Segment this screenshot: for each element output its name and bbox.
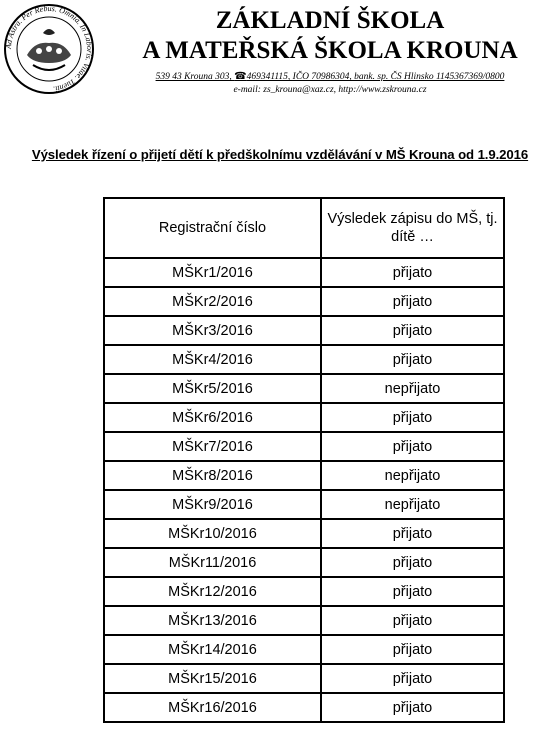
table-row <box>104 374 504 403</box>
result-cell: nepřijato <box>321 374 504 403</box>
document-heading: Výsledek řízení o přijetí dětí k předškolnímu vzdělávání v MŠ Krouna od 1.9.2016 <box>31 147 529 162</box>
result-cell: přijato <box>321 316 504 345</box>
address-text: 539 43 Krouna 303, <box>155 72 235 82</box>
table-row <box>104 258 504 287</box>
table-row <box>104 635 504 664</box>
result-cell: přijato <box>321 345 504 374</box>
result-cell: přijato <box>321 519 504 548</box>
registration-number-cell: MŠKr12/2016 <box>104 577 321 606</box>
telephone-icon: ☎ <box>234 71 247 82</box>
table-row <box>104 287 504 316</box>
registration-number-cell: MŠKr6/2016 <box>104 403 321 432</box>
result-cell: přijato <box>321 403 504 432</box>
table-row <box>104 693 504 722</box>
phone-and-bank-text: 469341115, IČO 70986304, bank. sp. ČS Hlinsko 1145367369/0800 <box>246 72 505 82</box>
school-name <box>100 6 560 66</box>
registration-number-cell: MŠKr11/2016 <box>104 548 321 577</box>
result-cell: přijato <box>321 287 504 316</box>
registration-number-cell: MŠKr1/2016 <box>104 258 321 287</box>
table-row <box>104 403 504 432</box>
registration-number-cell: MŠKr14/2016 <box>104 635 321 664</box>
table-row <box>104 461 504 490</box>
table-row <box>104 519 504 548</box>
seal-text: Ad Astra. Per Rebus. Omnia. In Laboris. Vitae. Tuenti. <box>3 3 95 94</box>
registration-number-cell: MŠKr15/2016 <box>104 664 321 693</box>
registration-number-cell: MŠKr5/2016 <box>104 374 321 403</box>
registration-number-cell: MŠKr16/2016 <box>104 693 321 722</box>
registration-number-cell: MŠKr9/2016 <box>104 490 321 519</box>
result-cell: přijato <box>321 606 504 635</box>
registration-number-cell: MŠKr8/2016 <box>104 461 321 490</box>
address-block <box>100 70 560 97</box>
registration-number-cell: MŠKr3/2016 <box>104 316 321 345</box>
result-cell: přijato <box>321 258 504 287</box>
table-row <box>104 548 504 577</box>
letterhead <box>0 0 560 100</box>
registration-number-cell: MŠKr2/2016 <box>104 287 321 316</box>
table-row <box>104 490 504 519</box>
registration-number-cell: MŠKr13/2016 <box>104 606 321 635</box>
result-cell: přijato <box>321 635 504 664</box>
registration-number-cell: MŠKr10/2016 <box>104 519 321 548</box>
column-header-result: Výsledek zápisu do MŠ, tj. dítě … <box>321 198 504 258</box>
result-cell: přijato <box>321 693 504 722</box>
result-cell: přijato <box>321 548 504 577</box>
contact-line: e-mail: zs_krouna@xaz.cz, http://www.zskrouna.cz <box>233 85 427 95</box>
result-cell: nepřijato <box>321 461 504 490</box>
table-row <box>104 345 504 374</box>
column-header-registration-number: Registrační číslo <box>104 198 321 258</box>
registration-number-cell: MŠKr7/2016 <box>104 432 321 461</box>
registration-number-cell: MŠKr4/2016 <box>104 345 321 374</box>
address-line <box>100 70 560 84</box>
school-name-line1: ZÁKLADNÍ ŠKOLA <box>215 7 445 34</box>
table-row <box>104 432 504 461</box>
table-row <box>104 664 504 693</box>
table-row <box>104 577 504 606</box>
result-cell: nepřijato <box>321 490 504 519</box>
school-name-line2: A MATEŘSKÁ ŠKOLA KROUNA <box>142 37 518 64</box>
table-row <box>104 606 504 635</box>
result-cell: přijato <box>321 664 504 693</box>
result-cell: přijato <box>321 577 504 606</box>
result-cell: přijato <box>321 432 504 461</box>
results-table <box>103 197 505 723</box>
table-row <box>104 316 504 345</box>
table-header-row <box>104 198 504 258</box>
school-seal-logo <box>3 3 95 95</box>
